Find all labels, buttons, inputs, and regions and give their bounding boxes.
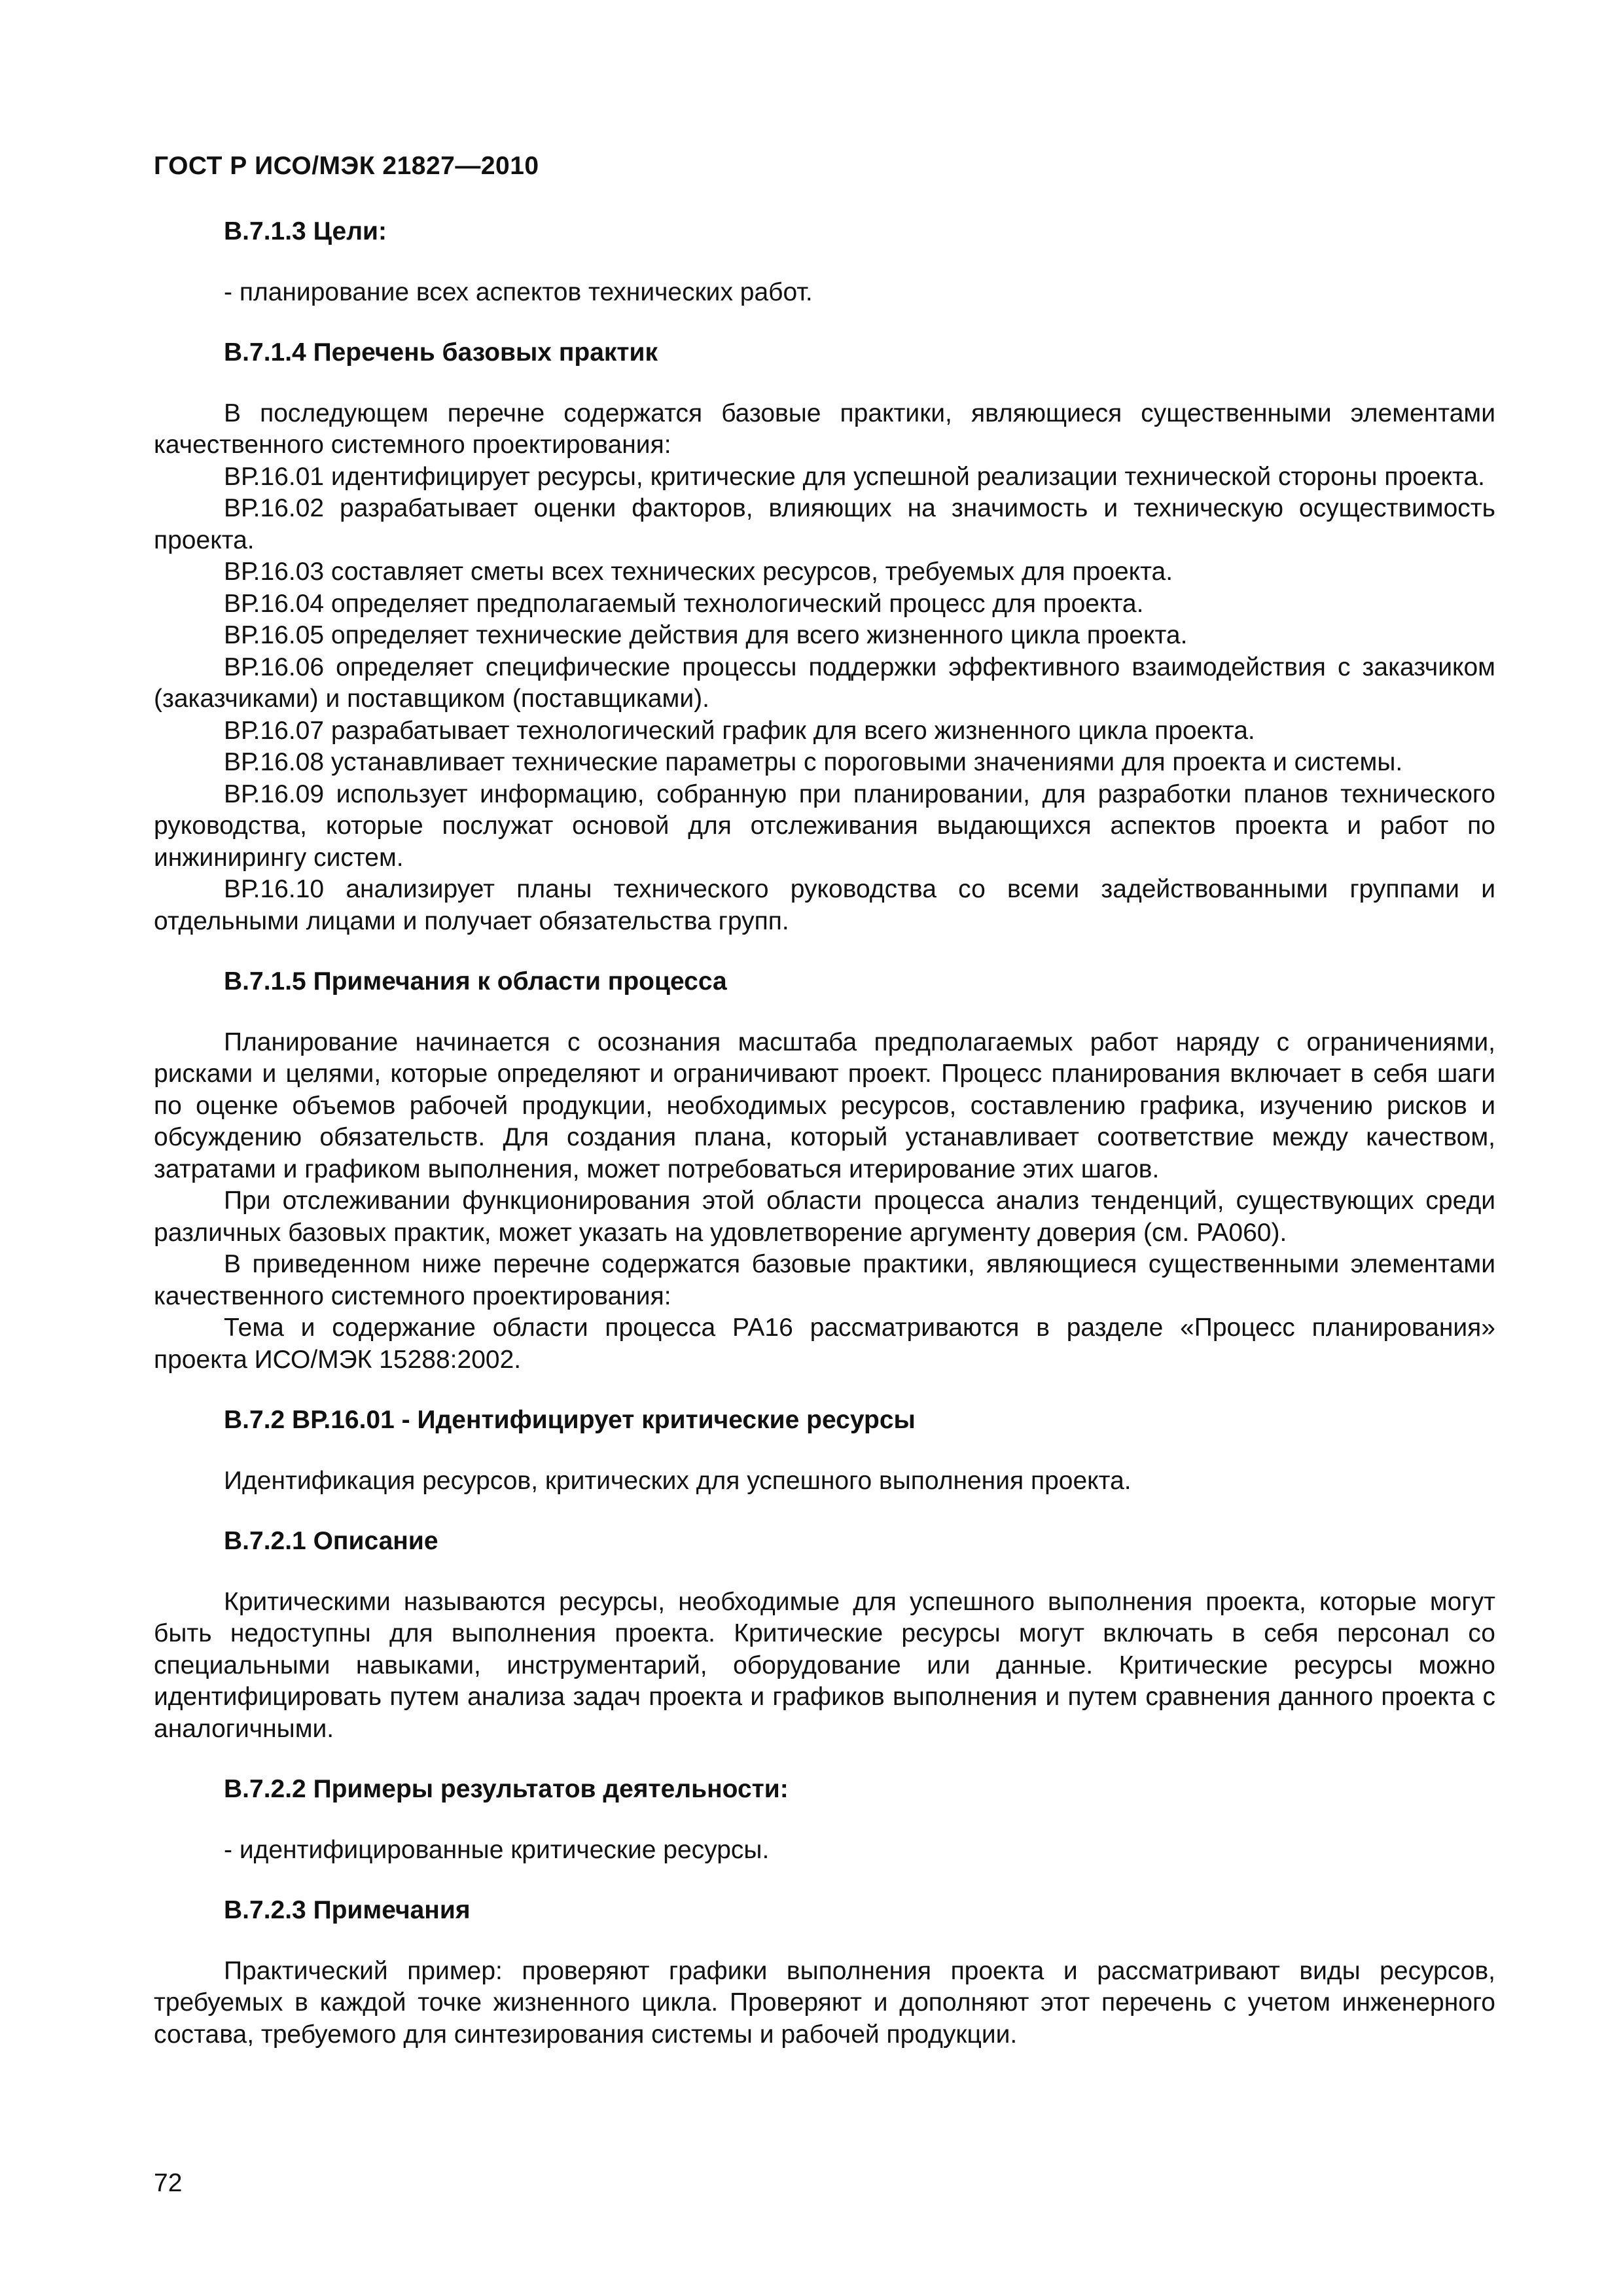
section-heading: В.7.1.3 Цели:: [224, 217, 387, 245]
section-heading: В.7.2 ВР.16.01 - Идентифицирует критические ресурсы: [224, 1406, 916, 1434]
paragraph: При отслеживании функционирования этой области процесса анализ тенденций, существующих среди различных базовых практик, может указать на удовлетворение аргументу доверия (см. РА060).: [154, 1187, 1495, 1247]
practice-item: ВР.16.07 разрабатывает технологический график для всего жизненного цикла проекта.: [224, 716, 1255, 745]
paragraph: В последующем перечне содержатся базовые практики, являющиеся существенными элементами качественного системного проектирования:: [154, 399, 1495, 459]
paragraph: Идентификация ресурсов, критических для успешного выполнения проекта.: [224, 1466, 1132, 1495]
practice-item: ВР.16.03 составляет сметы всех технических ресурсов, требуемых для проекта.: [224, 558, 1173, 586]
practice-item: ВР.16.02 разрабатывает оценки факторов, влияющих на значимость и техническую осуществимость проекта.: [154, 494, 1495, 554]
practice-item: ВР.16.01 идентифицирует ресурсы, критические для успешной реализации технической стороны проекта.: [224, 462, 1485, 491]
document-body: [154, 216, 1495, 2051]
section-heading: В.7.1.4 Перечень базовых практик: [224, 338, 658, 367]
practice-item: ВР.16.06 определяет специфические процессы поддержки эффективного взаимодействия с заказчиком (заказчиками) и поставщиком (поставщиками).: [154, 653, 1495, 713]
practice-item: ВР.16.04 определяет предполагаемый технологический процесс для проекта.: [224, 589, 1144, 618]
document-header: ГОСТ Р ИСО/МЭК 21827—2010: [154, 152, 539, 180]
section-heading: В.7.1.5 Примечания к области процесса: [224, 967, 727, 996]
paragraph: Планирование начинается с осознания масштаба предполагаемых работ наряду с ограничениями, рисками и целями, которые определяют и ограничивают проект. Процесс планирования включает в себя шаги по оценке объемов рабочей продукции, необходимых ресурсов, составлению графика, изучению рисков и обсуждению обязательств. Для создания плана, который устанавливает соответствие между качеством, затратами и графиком выполнения, может потребоваться итерирование этих шагов.: [154, 1028, 1495, 1183]
document-page: [154, 0, 1495, 2296]
practice-item: ВР.16.10 анализирует планы технического руководства со всеми задействованными группами и отдельными лицами и получает обязательства групп.: [154, 875, 1495, 935]
page-number: 72: [154, 2169, 183, 2197]
practice-item: ВР.16.05 определяет технические действия для всего жизненного цикла проекта.: [224, 621, 1188, 649]
list-item: - идентифицированные критические ресурсы.: [224, 1835, 770, 1864]
paragraph: Тема и содержание области процесса РА16 рассматриваются в разделе «Процесс планирования» проекта ИСО/МЭК 15288:2002.: [154, 1314, 1495, 1374]
section-heading: В.7.2.2 Примеры результатов деятельности:: [224, 1775, 789, 1803]
practice-item: ВР.16.09 использует информацию, собранную при планировании, для разработки планов технического руководства, которые послужат основой для отслеживания выдающихся аспектов проекта и работ по инжинирингу систем.: [154, 780, 1495, 872]
paragraph: Практический пример: проверяют графики выполнения проекта и рассматривают виды ресурсов, требуемых в каждой точке жизненного цикла. Проверяют и дополняют этот перечень с учетом инженерного состава, требуемого для синтезирования системы и рабочей продукции.: [154, 1956, 1495, 2049]
section-heading: В.7.2.3 Примечания: [224, 1896, 471, 1924]
list-item: - планирование всех аспектов технических работ.: [224, 278, 813, 306]
section-heading: В.7.2.1 Описание: [224, 1527, 438, 1555]
paragraph: Критическими называются ресурсы, необходимые для успешного выполнения проекта, которые могут быть недоступны для выполнения проекта. Критические ресурсы могут включать в себя персонал со специальными навыками, инструментарий, оборудование или данные. Критические ресурсы можно идентифицировать путем анализа задач проекта и графиков выполнения и путем сравнения данного проекта с аналогичными.: [154, 1587, 1495, 1743]
practice-item: ВР.16.08 устанавливает технические параметры с пороговыми значениями для проекта и системы.: [224, 748, 1403, 776]
paragraph: В приведенном ниже перечне содержатся базовые практики, являющиеся существенными элементами качественного системного проектирования:: [154, 1250, 1495, 1310]
